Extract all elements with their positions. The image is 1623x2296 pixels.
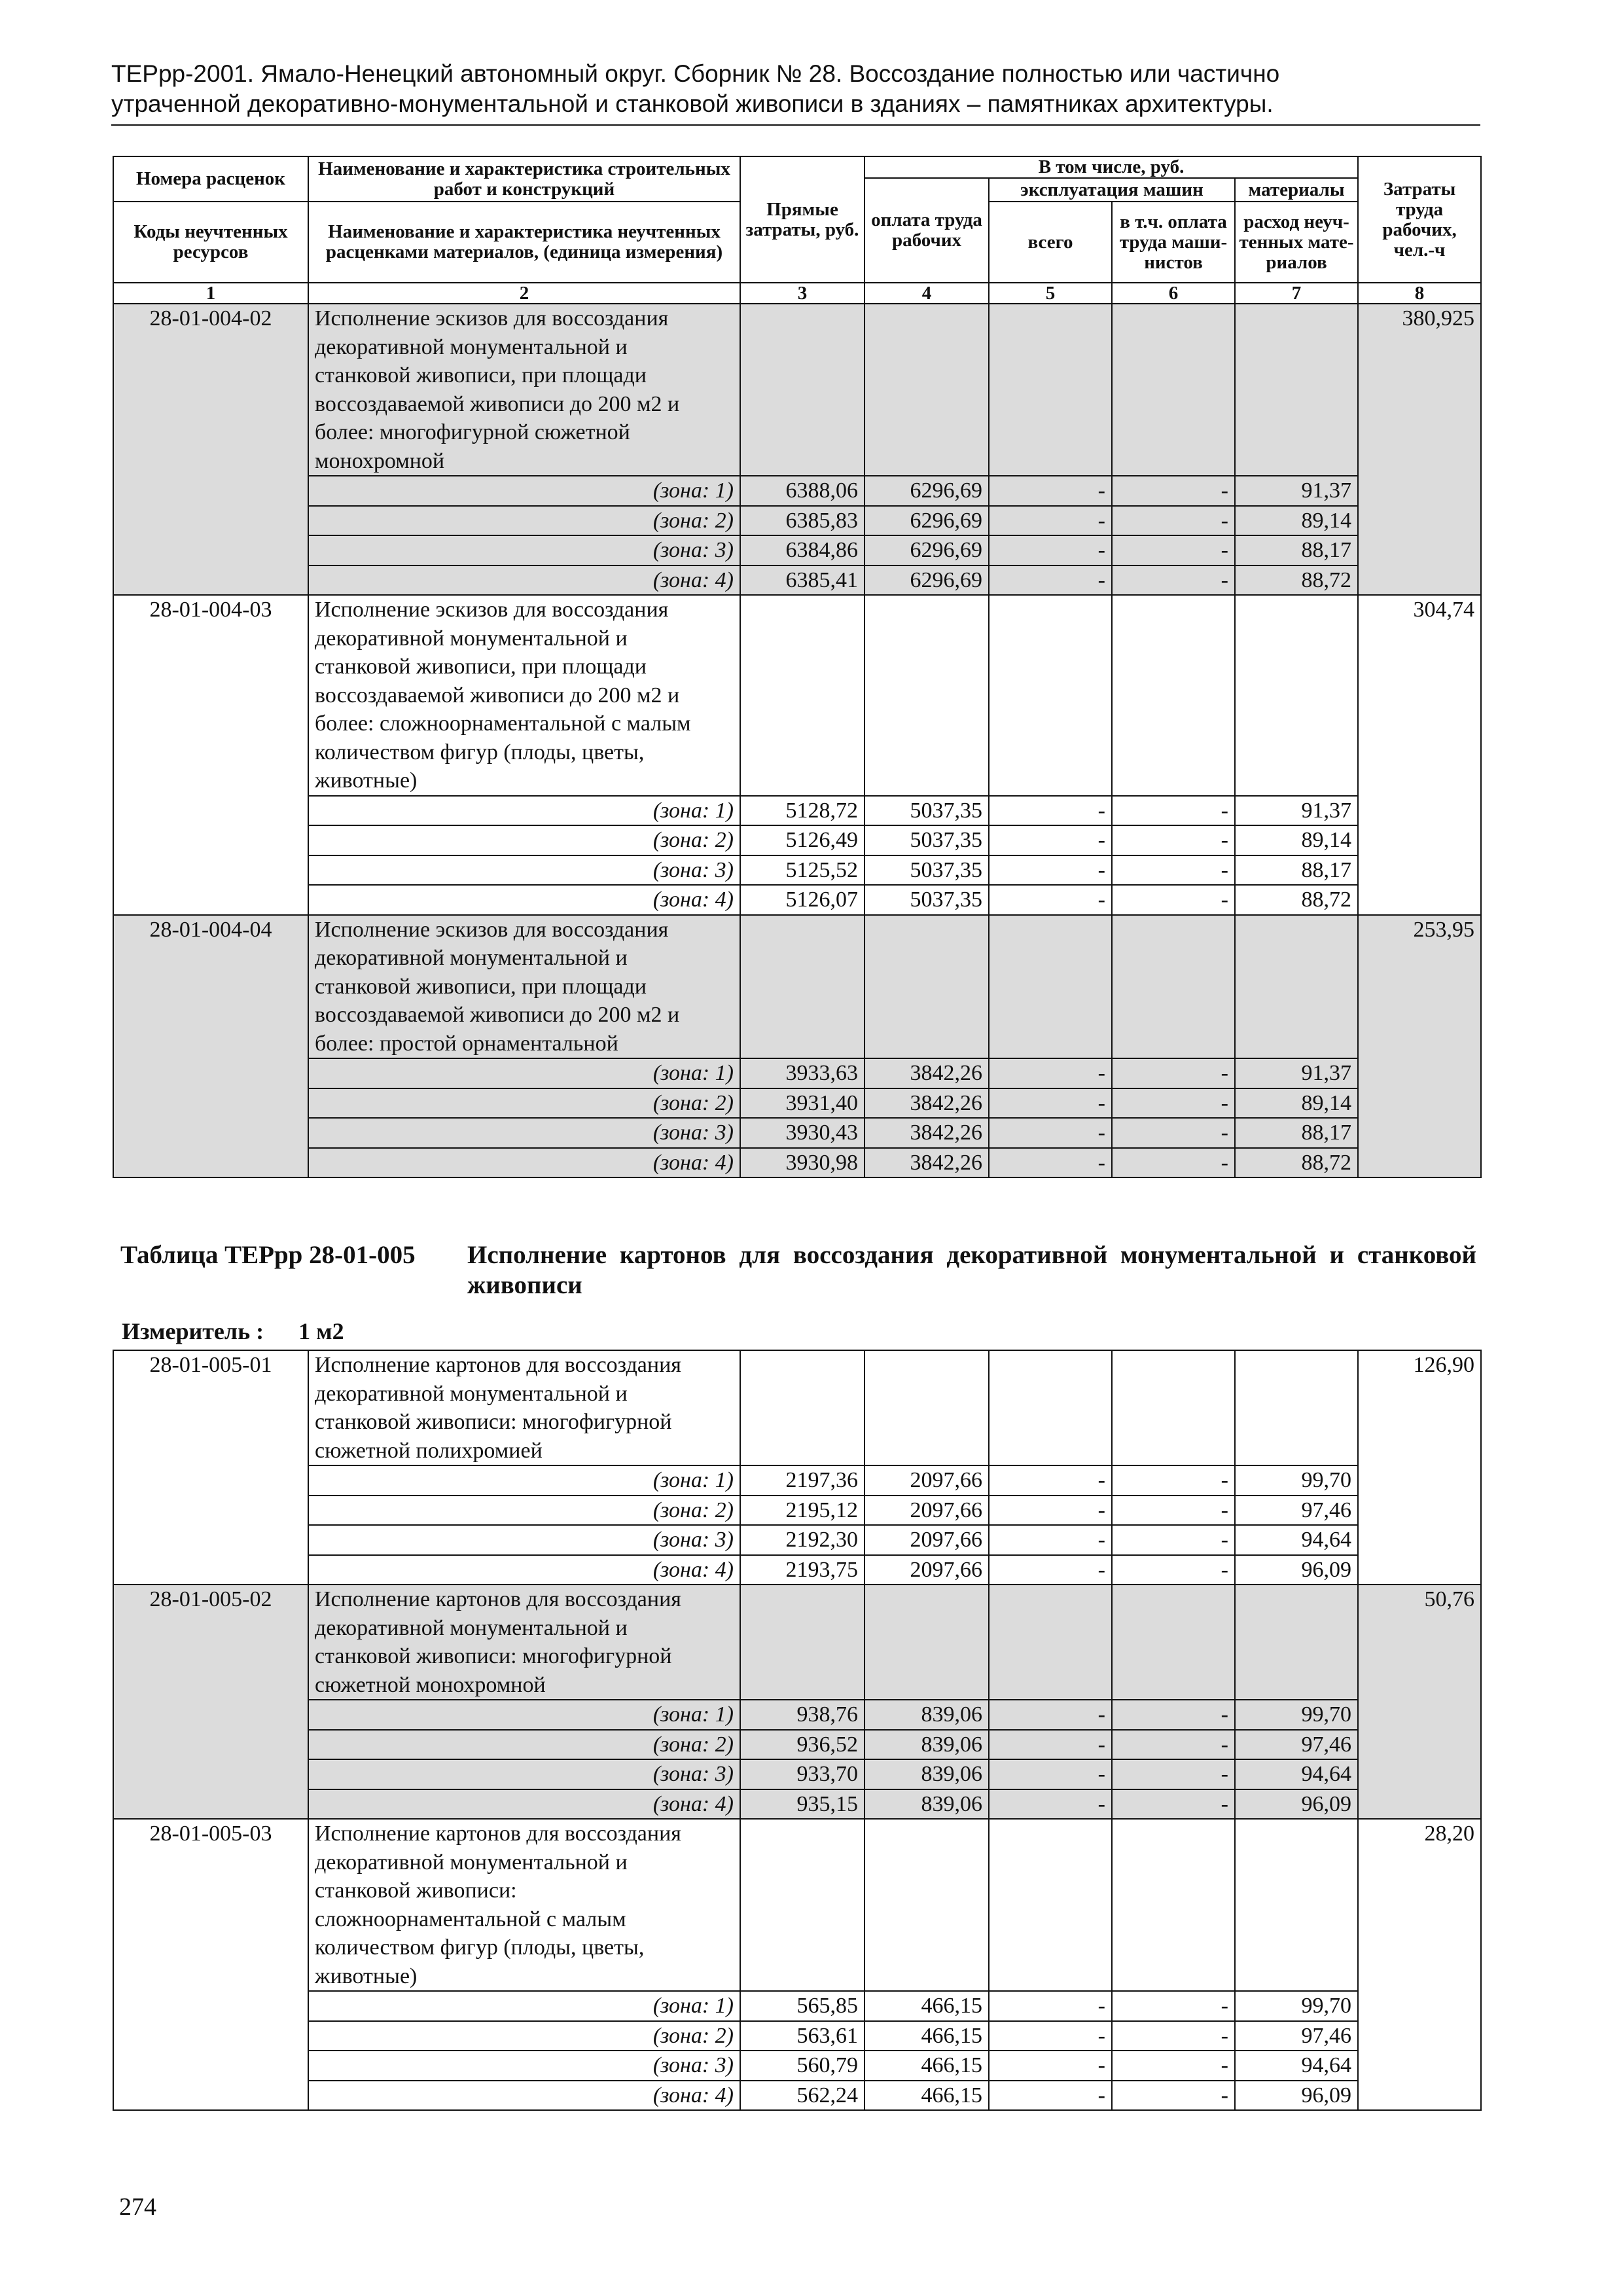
direct-cost: 5128,72 <box>740 796 865 826</box>
zone-label: (зона: 3) <box>308 1118 740 1148</box>
description-line: сюжетной полихромией <box>315 1438 543 1463</box>
direct-cost: 2193,75 <box>740 1555 865 1585</box>
worker-pay: 2097,66 <box>865 1525 989 1555</box>
worker-pay: 6296,69 <box>865 506 989 536</box>
measurement-unit <box>122 1318 344 1345</box>
materials-cost: 94,64 <box>1235 2051 1358 2081</box>
worker-pay: 2097,66 <box>865 1555 989 1585</box>
hdr-including: В том числе, руб. <box>865 156 1358 178</box>
rate-description <box>308 1585 740 1700</box>
col-num: 3 <box>740 283 865 304</box>
materials-cost: 96,09 <box>1235 2081 1358 2111</box>
operator-pay: - <box>1112 2051 1235 2081</box>
zone-row <box>113 506 1481 536</box>
page-number: 274 <box>119 2193 156 2221</box>
machines-total: - <box>989 1496 1112 1526</box>
materials-cost: 96,09 <box>1235 1555 1358 1585</box>
table-caption-label: Таблица ТЕРрр 28-01-005 <box>120 1241 416 1269</box>
rate-code: 28-01-005-01 <box>113 1350 308 1585</box>
zone-label: (зона: 4) <box>308 885 740 915</box>
empty-cell <box>989 1819 1112 1991</box>
direct-cost: 936,52 <box>740 1730 865 1760</box>
zone-row <box>113 1148 1481 1178</box>
col-num: 8 <box>1358 283 1481 304</box>
col-num: 6 <box>1112 283 1235 304</box>
zone-label: (зона: 3) <box>308 1759 740 1789</box>
description-line: сюжетной монохромной <box>315 1672 546 1697</box>
labor-cost: 380,925 <box>1358 304 1481 595</box>
direct-cost: 6385,41 <box>740 565 865 596</box>
zone-row <box>113 1555 1481 1585</box>
worker-pay: 2097,66 <box>865 1496 989 1526</box>
worker-pay: 5037,35 <box>865 855 989 886</box>
direct-cost: 2192,30 <box>740 1525 865 1555</box>
direct-cost: 933,70 <box>740 1759 865 1789</box>
zone-row <box>113 565 1481 596</box>
empty-cell <box>1112 1585 1235 1700</box>
zone-label: (зона: 3) <box>308 535 740 565</box>
direct-cost: 565,85 <box>740 1991 865 2021</box>
empty-cell <box>989 304 1112 476</box>
machines-total: - <box>989 796 1112 826</box>
direct-cost: 5125,52 <box>740 855 865 886</box>
operator-pay: - <box>1112 1118 1235 1148</box>
rate-code: 28-01-004-02 <box>113 304 308 595</box>
hdr-labor-costs: Затраты труда рабочих, чел.-ч <box>1358 156 1481 283</box>
hdr-worker-pay: оплата труда рабочих <box>865 178 989 283</box>
materials-cost: 88,17 <box>1235 855 1358 886</box>
operator-pay: - <box>1112 1789 1235 1820</box>
description-line: декоративной монументальной и <box>315 946 628 970</box>
materials-cost: 94,64 <box>1235 1759 1358 1789</box>
zone-row <box>113 1465 1481 1496</box>
empty-cell <box>1112 595 1235 796</box>
empty-cell <box>1112 915 1235 1059</box>
worker-pay: 3842,26 <box>865 1118 989 1148</box>
hdr-material-use: расход неуч- тенных мате- риалов <box>1235 202 1358 283</box>
zone-label: (зона: 4) <box>308 565 740 596</box>
operator-pay: - <box>1112 1730 1235 1760</box>
description-line: Исполнение картонов для воссоздания <box>315 1353 681 1377</box>
description-line: станковой живописи: многофигурной <box>315 1644 672 1668</box>
worker-pay: 6296,69 <box>865 476 989 506</box>
table-caption-title: Исполнение картонов для воссоздания декоративной монументальной и станковой живописи <box>467 1241 1476 1299</box>
column-numbers-row <box>113 283 1481 304</box>
worker-pay: 839,06 <box>865 1730 989 1760</box>
zone-row <box>113 1700 1481 1730</box>
empty-cell <box>989 1350 1112 1465</box>
rate-row <box>113 915 1481 1059</box>
hdr-operator-pay: в т.ч. оплата труда маши- нистов <box>1112 202 1235 283</box>
description-line: монохромной <box>315 448 445 473</box>
zone-label: (зона: 2) <box>308 2021 740 2051</box>
zone-label: (зона: 2) <box>308 1730 740 1760</box>
description-line: Исполнение картонов для воссоздания <box>315 1821 681 1846</box>
machines-total: - <box>989 2051 1112 2081</box>
materials-cost: 97,46 <box>1235 1496 1358 1526</box>
operator-pay: - <box>1112 1465 1235 1496</box>
zone-row <box>113 885 1481 915</box>
zone-row <box>113 535 1481 565</box>
rate-code: 28-01-005-03 <box>113 1819 308 2110</box>
materials-cost: 91,37 <box>1235 1058 1358 1088</box>
zone-label: (зона: 1) <box>308 1058 740 1088</box>
worker-pay: 5037,35 <box>865 825 989 855</box>
empty-cell <box>989 595 1112 796</box>
empty-cell <box>740 595 865 796</box>
zone-row <box>113 1759 1481 1789</box>
zone-row <box>113 1789 1481 1820</box>
machines-total: - <box>989 1991 1112 2021</box>
zone-label: (зона: 3) <box>308 855 740 886</box>
labor-cost: 28,20 <box>1358 1819 1481 2110</box>
zone-row <box>113 2021 1481 2051</box>
operator-pay: - <box>1112 535 1235 565</box>
zone-label: (зона: 1) <box>308 1991 740 2021</box>
description-line: более: многофигурной сюжетной <box>315 420 630 444</box>
measurement-value: 1 м2 <box>298 1318 344 1344</box>
rate-description <box>308 595 740 796</box>
worker-pay: 839,06 <box>865 1759 989 1789</box>
col-num: 5 <box>989 283 1112 304</box>
zone-label: (зона: 4) <box>308 1789 740 1820</box>
worker-pay: 5037,35 <box>865 885 989 915</box>
zone-row <box>113 2081 1481 2111</box>
header-rule <box>111 124 1480 126</box>
worker-pay: 466,15 <box>865 1991 989 2021</box>
empty-cell <box>740 915 865 1059</box>
description-line: станковой живописи: многофигурной <box>315 1410 672 1434</box>
description-line: декоративной монументальной и <box>315 334 628 359</box>
direct-cost: 3930,43 <box>740 1118 865 1148</box>
operator-pay: - <box>1112 1058 1235 1088</box>
operator-pay: - <box>1112 796 1235 826</box>
materials-cost: 89,14 <box>1235 1088 1358 1119</box>
worker-pay: 3842,26 <box>865 1148 989 1178</box>
zone-row <box>113 1496 1481 1526</box>
rate-code: 28-01-005-02 <box>113 1585 308 1819</box>
machines-total: - <box>989 1525 1112 1555</box>
rates-table-005 <box>113 1350 1482 2111</box>
header-line-1: ТЕРрр-2001. Ямало-Ненецкий автономный округ. Сборник № 28. Воссоздание полностью или частично <box>111 60 1280 87</box>
materials-cost: 96,09 <box>1235 1789 1358 1820</box>
operator-pay: - <box>1112 825 1235 855</box>
machines-total: - <box>989 1555 1112 1585</box>
labor-cost: 50,76 <box>1358 1585 1481 1819</box>
operator-pay: - <box>1112 476 1235 506</box>
operator-pay: - <box>1112 1148 1235 1178</box>
materials-cost: 99,70 <box>1235 1465 1358 1496</box>
machines-total: - <box>989 2081 1112 2111</box>
description-line: воссоздаваемой живописи до 200 м2 и <box>315 1003 680 1027</box>
direct-cost: 2197,36 <box>740 1465 865 1496</box>
zone-label: (зона: 3) <box>308 2051 740 2081</box>
description-line: воссоздаваемой живописи до 200 м2 и <box>315 391 680 416</box>
empty-cell <box>865 1350 989 1465</box>
description-line: Исполнение эскизов для воссоздания <box>315 917 669 942</box>
operator-pay: - <box>1112 1088 1235 1119</box>
description-line: станковой живописи: <box>315 1878 517 1903</box>
description-line: животные) <box>315 768 418 793</box>
materials-cost: 88,72 <box>1235 565 1358 596</box>
zone-label: (зона: 1) <box>308 796 740 826</box>
worker-pay: 839,06 <box>865 1789 989 1820</box>
machines-total: - <box>989 1088 1112 1119</box>
operator-pay: - <box>1112 1525 1235 1555</box>
rate-row <box>113 1350 1481 1465</box>
direct-cost: 562,24 <box>740 2081 865 2111</box>
zone-row <box>113 476 1481 506</box>
operator-pay: - <box>1112 506 1235 536</box>
hdr-machines: эксплуатация машин <box>989 178 1235 202</box>
direct-cost: 935,15 <box>740 1789 865 1820</box>
description-line: количеством фигур (плоды, цветы, <box>315 740 645 764</box>
operator-pay: - <box>1112 1759 1235 1789</box>
zone-label: (зона: 1) <box>308 1465 740 1496</box>
empty-cell <box>865 595 989 796</box>
rate-description <box>308 1350 740 1465</box>
col-num: 7 <box>1235 283 1358 304</box>
col-num: 4 <box>865 283 989 304</box>
empty-cell <box>865 304 989 476</box>
worker-pay: 6296,69 <box>865 535 989 565</box>
materials-cost: 88,72 <box>1235 885 1358 915</box>
hdr-work-name: Наименование и характеристика строительных работ и конструкций <box>308 156 740 202</box>
measurement-label: Измеритель : <box>122 1318 264 1344</box>
worker-pay: 839,06 <box>865 1700 989 1730</box>
direct-cost: 5126,07 <box>740 885 865 915</box>
hdr-resource-codes: Коды неучтенных ресурсов <box>113 202 308 283</box>
machines-total: - <box>989 535 1112 565</box>
zone-label: (зона: 2) <box>308 1496 740 1526</box>
rate-row <box>113 304 1481 476</box>
direct-cost: 2195,12 <box>740 1496 865 1526</box>
direct-cost: 938,76 <box>740 1700 865 1730</box>
rate-row <box>113 1819 1481 1991</box>
operator-pay: - <box>1112 1555 1235 1585</box>
empty-cell <box>1112 1819 1235 1991</box>
machines-total: - <box>989 1465 1112 1496</box>
hdr-rate-numbers: Номера расценок <box>113 156 308 202</box>
zone-row <box>113 1991 1481 2021</box>
rates-table-004 <box>113 156 1482 1178</box>
zone-row <box>113 2051 1481 2081</box>
worker-pay: 6296,69 <box>865 565 989 596</box>
machines-total: - <box>989 476 1112 506</box>
empty-cell <box>1112 304 1235 476</box>
empty-cell <box>865 1819 989 1991</box>
zone-label: (зона: 2) <box>308 825 740 855</box>
machines-total: - <box>989 885 1112 915</box>
rate-code: 28-01-004-04 <box>113 915 308 1178</box>
operator-pay: - <box>1112 1700 1235 1730</box>
zone-label: (зона: 1) <box>308 476 740 506</box>
machines-total: - <box>989 565 1112 596</box>
zone-row <box>113 1058 1481 1088</box>
machines-total: - <box>989 1700 1112 1730</box>
rate-code: 28-01-004-03 <box>113 595 308 915</box>
materials-cost: 97,46 <box>1235 2021 1358 2051</box>
machines-total: - <box>989 1148 1112 1178</box>
empty-cell <box>989 1585 1112 1700</box>
description-line: животные) <box>315 1964 418 1988</box>
materials-cost: 88,72 <box>1235 1148 1358 1178</box>
empty-cell <box>865 915 989 1059</box>
labor-cost: 253,95 <box>1358 915 1481 1178</box>
description-line: более: сложноорнаментальной с малым <box>315 711 691 736</box>
zone-row <box>113 1525 1481 1555</box>
zone-row <box>113 1730 1481 1760</box>
direct-cost: 563,61 <box>740 2021 865 2051</box>
machines-total: - <box>989 855 1112 886</box>
operator-pay: - <box>1112 565 1235 596</box>
zone-label: (зона: 4) <box>308 1148 740 1178</box>
rate-description <box>308 304 740 476</box>
machines-total: - <box>989 506 1112 536</box>
hdr-machines-total: всего <box>989 202 1112 283</box>
zone-label: (зона: 4) <box>308 1555 740 1585</box>
zone-label: (зона: 3) <box>308 1525 740 1555</box>
description-line: декоративной монументальной и <box>315 1615 628 1640</box>
labor-cost: 304,74 <box>1358 595 1481 915</box>
materials-cost: 88,17 <box>1235 1118 1358 1148</box>
worker-pay: 3842,26 <box>865 1058 989 1088</box>
description-line: Исполнение эскизов для воссоздания <box>315 306 669 331</box>
header-line-2: утраченной декоративно-монументальной и станковой живописи в зданиях – памятниках архитектуры. <box>111 90 1274 117</box>
machines-total: - <box>989 1789 1112 1820</box>
empty-cell <box>1235 915 1358 1059</box>
empty-cell <box>740 304 865 476</box>
empty-cell <box>1235 304 1358 476</box>
description-line: Исполнение картонов для воссоздания <box>315 1587 681 1611</box>
description-line: количеством фигур (плоды, цветы, <box>315 1935 645 1960</box>
zone-row <box>113 1118 1481 1148</box>
empty-cell <box>1235 1585 1358 1700</box>
materials-cost: 89,14 <box>1235 506 1358 536</box>
empty-cell <box>865 1585 989 1700</box>
zone-row <box>113 796 1481 826</box>
machines-total: - <box>989 2021 1112 2051</box>
direct-cost: 6385,83 <box>740 506 865 536</box>
operator-pay: - <box>1112 2081 1235 2111</box>
rate-row <box>113 595 1481 796</box>
zone-row <box>113 1088 1481 1119</box>
col-num: 2 <box>308 283 740 304</box>
direct-cost: 5126,49 <box>740 825 865 855</box>
direct-cost: 3931,40 <box>740 1088 865 1119</box>
description-line: сложноорнаментальной с малым <box>315 1907 626 1931</box>
empty-cell <box>1235 595 1358 796</box>
operator-pay: - <box>1112 2021 1235 2051</box>
rate-row <box>113 1585 1481 1700</box>
col-num: 1 <box>113 283 308 304</box>
zone-label: (зона: 1) <box>308 1700 740 1730</box>
direct-cost: 6388,06 <box>740 476 865 506</box>
operator-pay: - <box>1112 1496 1235 1526</box>
empty-cell <box>740 1585 865 1700</box>
hdr-materials: материалы <box>1235 178 1358 202</box>
materials-cost: 88,17 <box>1235 535 1358 565</box>
rate-description <box>308 915 740 1059</box>
materials-cost: 99,70 <box>1235 1991 1358 2021</box>
worker-pay: 466,15 <box>865 2021 989 2051</box>
materials-cost: 97,46 <box>1235 1730 1358 1760</box>
machines-total: - <box>989 1730 1112 1760</box>
direct-cost: 3933,63 <box>740 1058 865 1088</box>
zone-label: (зона: 2) <box>308 1088 740 1119</box>
empty-cell <box>740 1819 865 1991</box>
description-line: станковой живописи, при площади <box>315 974 647 999</box>
zone-label: (зона: 2) <box>308 506 740 536</box>
hdr-material-names: Наименование и характеристика неучтенных расценками материалов, (единица измерения) <box>308 202 740 283</box>
materials-cost: 91,37 <box>1235 796 1358 826</box>
operator-pay: - <box>1112 885 1235 915</box>
description-line: воссоздаваемой живописи до 200 м2 и <box>315 683 680 708</box>
direct-cost: 560,79 <box>740 2051 865 2081</box>
materials-cost: 89,14 <box>1235 825 1358 855</box>
worker-pay: 3842,26 <box>865 1088 989 1119</box>
description-line: декоративной монументальной и <box>315 626 628 651</box>
labor-cost: 126,90 <box>1358 1350 1481 1585</box>
empty-cell <box>989 915 1112 1059</box>
description-line: декоративной монументальной и <box>315 1381 628 1406</box>
description-line: станковой живописи, при площади <box>315 363 647 387</box>
zone-row <box>113 825 1481 855</box>
operator-pay: - <box>1112 855 1235 886</box>
zone-label: (зона: 4) <box>308 2081 740 2111</box>
zone-row <box>113 855 1481 886</box>
machines-total: - <box>989 1118 1112 1148</box>
machines-total: - <box>989 1759 1112 1789</box>
operator-pay: - <box>1112 1991 1235 2021</box>
empty-cell <box>1235 1350 1358 1465</box>
worker-pay: 2097,66 <box>865 1465 989 1496</box>
empty-cell <box>740 1350 865 1465</box>
direct-cost: 6384,86 <box>740 535 865 565</box>
empty-cell <box>1112 1350 1235 1465</box>
direct-cost: 3930,98 <box>740 1148 865 1178</box>
worker-pay: 466,15 <box>865 2081 989 2111</box>
description-line: декоративной монументальной и <box>315 1850 628 1874</box>
description-line: станковой живописи, при площади <box>315 655 647 679</box>
worker-pay: 466,15 <box>865 2051 989 2081</box>
machines-total: - <box>989 825 1112 855</box>
materials-cost: 91,37 <box>1235 476 1358 506</box>
materials-cost: 99,70 <box>1235 1700 1358 1730</box>
description-line: более: простой орнаментальной <box>315 1031 618 1056</box>
description-line: Исполнение эскизов для воссоздания <box>315 598 669 622</box>
rate-description <box>308 1819 740 1991</box>
materials-cost: 94,64 <box>1235 1525 1358 1555</box>
page-header <box>111 59 1479 119</box>
worker-pay: 5037,35 <box>865 796 989 826</box>
empty-cell <box>1235 1819 1358 1991</box>
hdr-direct-costs: Прямые затраты, руб. <box>740 156 865 283</box>
machines-total: - <box>989 1058 1112 1088</box>
